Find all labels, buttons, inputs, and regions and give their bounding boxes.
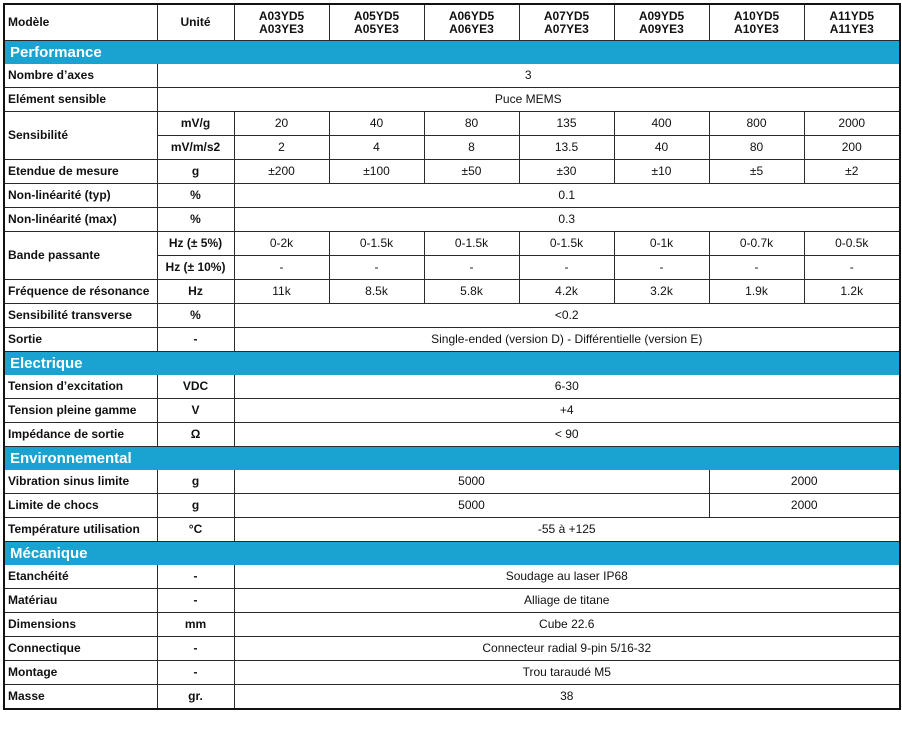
row-label: Masse [4,685,157,710]
model-d-name: A06YD5 [448,8,495,23]
model-d-name: A11YD5 [829,8,875,23]
cell-value: - [329,256,424,280]
row-label: Nombre d’axes [4,64,157,88]
row-unit: g [157,470,234,494]
row-vibration [4,470,900,494]
row-unit: Hz [157,280,234,304]
row-value: 3 [157,64,900,88]
row-label: Non-linéarité (typ) [4,184,157,208]
row-value: 0.1 [234,184,900,208]
model-e-name: A09YE3 [639,21,684,36]
cell-value: 3.2k [614,280,709,304]
row-unit: - [157,661,234,685]
cell-value: 40 [614,136,709,160]
row-sensitivity-mvg [4,112,900,136]
row-label: Sensibilité transverse [4,304,157,328]
row-value-b: 2000 [709,470,900,494]
row-impedance [4,423,900,447]
row-range [4,160,900,184]
row-label: Vibration sinus limite [4,470,157,494]
cell-value: 80 [709,136,804,160]
section-title: Environnemental [4,447,900,470]
row-mass [4,685,900,710]
row-label: Température utilisation [4,518,157,542]
row-transverse [4,304,900,328]
row-label: Tension d’excitation [4,375,157,399]
row-value: 0.3 [234,208,900,232]
row-value: Cube 22.6 [234,613,900,637]
model-d-name: A07YD5 [543,8,590,23]
cell-value: 2 [234,136,329,160]
model-e-name: A10YE3 [734,21,779,36]
row-label: Sortie [4,328,157,352]
row-bandwidth-5 [4,232,900,256]
cell-value: 0-1.5k [424,232,519,256]
row-value: 38 [234,685,900,710]
row-value-a: 5000 [234,494,709,518]
row-unit: gr. [157,685,234,710]
row-excitation [4,375,900,399]
cell-value: 0-0.5k [804,232,900,256]
row-value: +4 [234,399,900,423]
row-label: Sensibilité [4,112,157,160]
row-value: Puce MEMS [157,88,900,112]
row-axes [4,64,900,88]
cell-value: 8 [424,136,519,160]
model-d-name: A05YD5 [353,8,400,23]
row-unit: mV/m/s2 [157,136,234,160]
row-sealing [4,565,900,589]
cell-value: 0-1.5k [519,232,614,256]
row-value: < 90 [234,423,900,447]
model-col-a05 [329,4,424,41]
row-value: Trou taraudé M5 [234,661,900,685]
row-resonance [4,280,900,304]
header-row [4,4,900,41]
row-label: Matériau [4,589,157,613]
row-unit: Hz (± 10%) [157,256,234,280]
row-value: -55 à +125 [234,518,900,542]
cell-value: - [709,256,804,280]
cell-value: 0-1k [614,232,709,256]
row-label: Limite de chocs [4,494,157,518]
cell-value: 5.8k [424,280,519,304]
cell-value: 4 [329,136,424,160]
row-unit: - [157,589,234,613]
spec-sheet [3,3,899,710]
row-dimensions [4,613,900,637]
row-unit: VDC [157,375,234,399]
row-label: Bande passante [4,232,157,280]
cell-value: ±30 [519,160,614,184]
cell-value: 20 [234,112,329,136]
cell-value: - [234,256,329,280]
model-e-name: A03YE3 [259,21,304,36]
model-col-a10 [709,4,804,41]
cell-value: 800 [709,112,804,136]
cell-value: 2000 [804,112,900,136]
row-value: Connecteur radial 9-pin 5/16-32 [234,637,900,661]
row-temperature [4,518,900,542]
cell-value: ±5 [709,160,804,184]
row-unit: % [157,304,234,328]
row-material [4,589,900,613]
cell-value: - [614,256,709,280]
cell-value: ±2 [804,160,900,184]
section-title: Electrique [4,352,900,375]
cell-value: 8.5k [329,280,424,304]
cell-value: ±50 [424,160,519,184]
cell-value: ±100 [329,160,424,184]
model-header: Modèle [4,4,157,41]
cell-value: - [424,256,519,280]
model-col-a09 [614,4,709,41]
cell-value: 11k [234,280,329,304]
row-connector [4,637,900,661]
section-environnemental [4,447,900,470]
row-fullscale [4,399,900,423]
row-output [4,328,900,352]
section-performance [4,41,900,64]
row-unit: mm [157,613,234,637]
row-unit: - [157,328,234,352]
model-d-name: A09YD5 [638,8,685,23]
row-value: Single-ended (version D) - Différentielle (version E) [234,328,900,352]
section-title: Mécanique [4,542,900,565]
row-label: Elément sensible [4,88,157,112]
model-e-name: A07YE3 [544,21,589,36]
row-unit: Hz (± 5%) [157,232,234,256]
row-unit: g [157,494,234,518]
row-mounting [4,661,900,685]
section-electrique [4,352,900,375]
row-label: Montage [4,661,157,685]
cell-value: 400 [614,112,709,136]
row-label: Etendue de mesure [4,160,157,184]
row-unit: mV/g [157,112,234,136]
row-element [4,88,900,112]
model-col-a06 [424,4,519,41]
row-value: Soudage au laser IP68 [234,565,900,589]
row-unit: - [157,637,234,661]
row-value: <0.2 [234,304,900,328]
row-unit: V [157,399,234,423]
cell-value: 0-0.7k [709,232,804,256]
row-unit: % [157,184,234,208]
model-col-a03 [234,4,329,41]
row-shock [4,494,900,518]
row-value: Alliage de titane [234,589,900,613]
cell-value: 0-1.5k [329,232,424,256]
cell-value: ±10 [614,160,709,184]
unit-header: Unité [157,4,234,41]
cell-value: 40 [329,112,424,136]
row-unit: - [157,565,234,589]
row-unit: °C [157,518,234,542]
cell-value: 1.2k [804,280,900,304]
row-nonlin-max [4,208,900,232]
cell-value: - [804,256,900,280]
cell-value: 80 [424,112,519,136]
cell-value: 135 [519,112,614,136]
model-col-a11 [804,4,900,41]
row-label: Tension pleine gamme [4,399,157,423]
row-value: 6-30 [234,375,900,399]
model-col-a07 [519,4,614,41]
row-unit: % [157,208,234,232]
row-label: Etanchéité [4,565,157,589]
cell-value: ±200 [234,160,329,184]
row-unit: g [157,160,234,184]
model-e-name: A06YE3 [449,21,494,36]
row-value-a: 5000 [234,470,709,494]
row-nonlin-typ [4,184,900,208]
cell-value: 1.9k [709,280,804,304]
row-value-b: 2000 [709,494,900,518]
model-d-name: A03YD5 [258,8,305,23]
spec-table [3,3,901,710]
section-mecanique [4,542,900,565]
cell-value: 200 [804,136,900,160]
row-unit: Ω [157,423,234,447]
row-label: Connectique [4,637,157,661]
cell-value: 0-2k [234,232,329,256]
model-e-name: A05YE3 [354,21,399,36]
row-label: Dimensions [4,613,157,637]
cell-value: - [519,256,614,280]
model-e-name: A11YE3 [829,21,874,36]
row-label: Fréquence de résonance [4,280,157,304]
section-title: Performance [4,41,900,64]
cell-value: 4.2k [519,280,614,304]
cell-value: 13.5 [519,136,614,160]
row-label: Non-linéarité (max) [4,208,157,232]
model-d-name: A10YD5 [733,8,780,23]
row-label: Impédance de sortie [4,423,157,447]
